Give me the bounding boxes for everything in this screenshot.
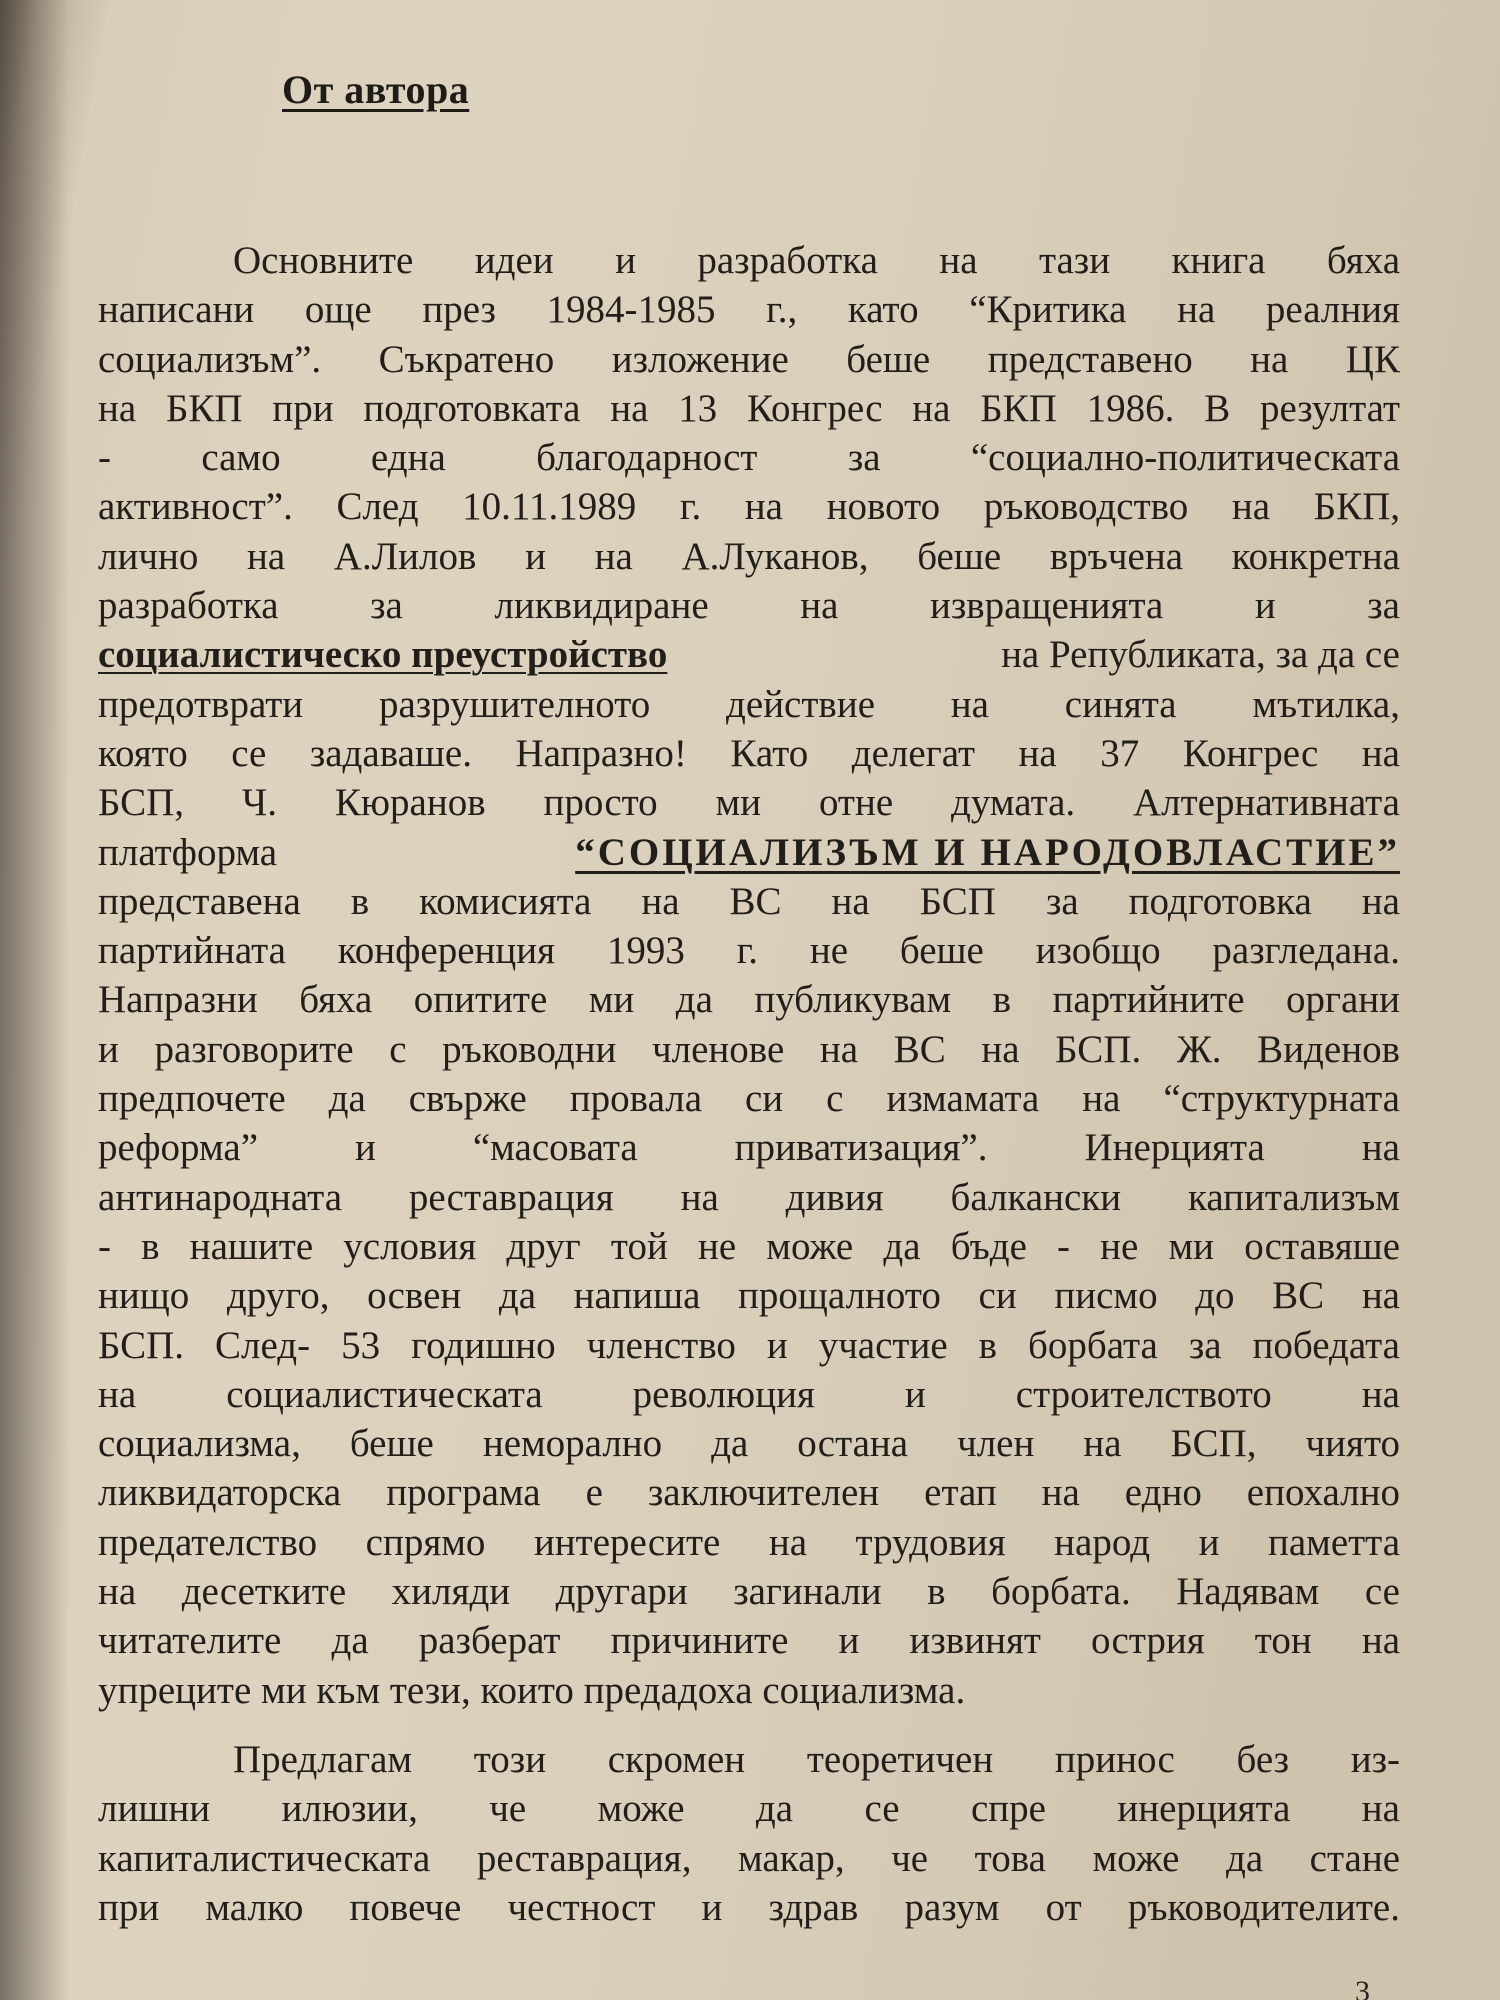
text-line: реформа” и “масовата приватизация”. Инерцията на — [98, 1126, 1400, 1170]
book-gutter-shadow — [0, 0, 70, 2000]
text-line: капиталистическата реставрация, макар, че това може да стане — [98, 1836, 1400, 1880]
text-line-platform — [98, 828, 1400, 877]
text-line: лишни илюзии, че може да се спре инерцията на — [98, 1787, 1400, 1831]
text-line: предотврати разрушителното действие на синята мътилка, — [98, 682, 1400, 726]
text-line: социализъм”. Съкратено изложение беше представено на ЦК — [98, 337, 1400, 381]
body-text — [98, 236, 1400, 1932]
text-line: нищо друго, освен да напиша прощалното си писмо до ВС на — [98, 1274, 1400, 1318]
text-line: Предлагам този скромен теоретичен принос без из- — [233, 1737, 1400, 1781]
text-line: разработка за ликвидиране на извращенията и за — [98, 584, 1400, 628]
text-line: БСП, Ч. Кюранов просто ми отне думата. Алтернативната — [98, 781, 1400, 825]
text-fragment: на Републиката, за да се — [1001, 633, 1400, 677]
text-line: социализма, беше неморално да остана член на БСП, чиято — [98, 1422, 1400, 1466]
text-line: която се задаваше. Напразно! Като делегат на 37 Конгрес на — [98, 731, 1400, 775]
text-line: представена в комисията на ВС на БСП за подготовка на — [98, 879, 1400, 923]
text-line: упреците ми към тези, които предадоха социализма. — [98, 1668, 966, 1712]
text-line: партийната конференция 1993 г. не беше изобщо разгледана. — [98, 929, 1400, 973]
text-line: на десетките хиляди другари загинали в борбата. Надявам се — [98, 1570, 1400, 1614]
text-line: лично на А.Лилов и на А.Луканов, беше връчена конкретна — [98, 534, 1400, 578]
text-line: написани още през 1984-1985 г., като “Критика на реалния — [98, 288, 1400, 332]
text-line: ликвидаторска програма е заключителен етап на едно епохално — [98, 1471, 1400, 1515]
text-line-emphasis — [98, 630, 1400, 679]
text-line: при малко повече честност и здрав разум от ръководителите. — [98, 1885, 1400, 1929]
text-fragment: платформа — [98, 830, 278, 874]
text-line: на БКП при подготовката на 13 Конгрес на БКП 1986. В резултат — [98, 386, 1400, 430]
platform-title: “СОЦИАЛИЗЪМ И НАРОДОВЛАСТИЕ” — [575, 830, 1400, 874]
text-line: активност”. След 10.11.1989 г. на новото ръководство на БКП, — [98, 485, 1400, 529]
text-line: - само една благодарност за “социално-политическата — [98, 436, 1400, 480]
chapter-heading: От автора — [282, 67, 470, 112]
text-line: Основните идеи и разработка на тази книга бяха — [233, 239, 1400, 282]
emphasis-phrase: социалистическо преустройство — [98, 633, 668, 677]
paragraph-gap — [98, 1715, 1400, 1735]
text-line: антинародната реставрация на дивия балкански капитализъм — [98, 1175, 1400, 1219]
text-line: на социалистическата революция и строителството на — [98, 1372, 1400, 1416]
text-line: - в нашите условия друг той не може да бъде - не ми оставяше — [98, 1224, 1400, 1268]
text-line: БСП. След- 53 годишно членство и участие в борбата за победата — [98, 1323, 1400, 1367]
text-line: и разговорите с ръководни членове на ВС на БСП. Ж. Виденов — [98, 1027, 1400, 1071]
text-line: предателство спрямо интересите на трудовия народ и паметта — [98, 1520, 1400, 1564]
text-line: предпочете да свърже провала си с измамата на “структурната — [98, 1077, 1400, 1121]
text-line: Напразни бяха опитите ми да публикувам в партийните органи — [98, 978, 1400, 1022]
page-number: 3 — [1355, 1975, 1370, 2000]
text-line: читателите да разберат причините и извинят острия тон на — [98, 1619, 1400, 1663]
